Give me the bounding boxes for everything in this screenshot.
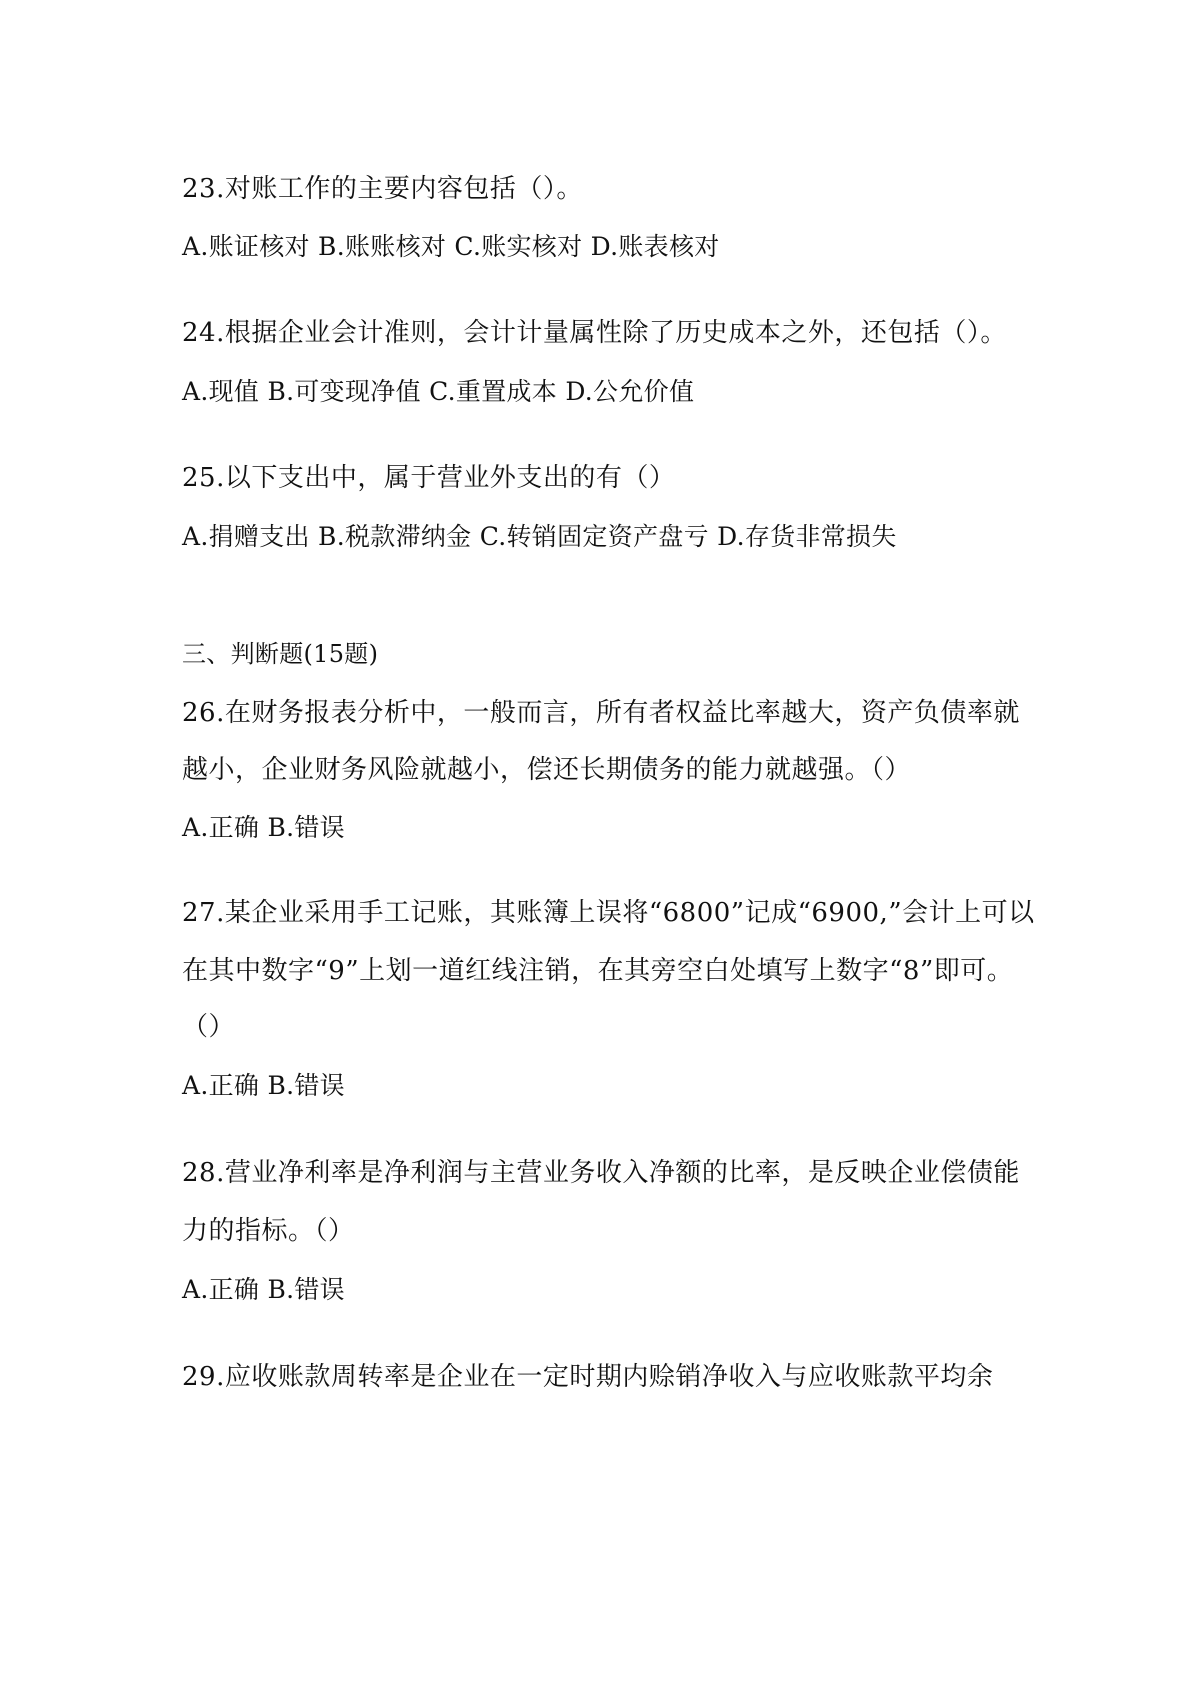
question-25-text: 25.以下支出中，属于营业外支出的有（） [182,463,676,493]
section-title: 三、判断题(15题) [182,640,379,668]
question-27-line-1: 27.某企业采用手工记账，其账簿上误将“6800”记成“6900,”会计上可以 [182,898,1035,928]
question-24-options: A.现值 B.可变现净值 C.重置成本 D.公允价值 [182,377,695,406]
question-27-line-3: （） [182,1012,236,1042]
question-28-options: A.正确 B.错误 [182,1275,345,1304]
question-27-line-2: 在其中数字“9”上划一道红线注销，在其旁空白处填写上数字“8”即可。 [182,956,1014,986]
question-28-line-2: 力的指标。（） [182,1216,355,1246]
question-26-options: A.正确 B.错误 [182,813,345,842]
question-29-line-1: 29.应收账款周转率是企业在一定时期内赊销净收入与应收账款平均余 [182,1362,994,1392]
question-25-options: A.捐赠支出 B.税款滞纳金 C.转销固定资产盘亏 D.存货非常损失 [182,522,897,551]
question-23-text: 23.对账工作的主要内容包括（）。 [182,174,583,204]
question-28-line-1: 28.营业净利率是净利润与主营业务收入净额的比率，是反映企业偿债能 [182,1158,1020,1188]
question-24-text: 24.根据企业会计准则，会计计量属性除了历史成本之外，还包括（）。 [182,318,1007,348]
question-27-options: A.正确 B.错误 [182,1071,345,1100]
question-26-line-2: 越小，企业财务风险就越小，偿还长期债务的能力就越强。（） [182,755,912,785]
question-26-line-1: 26.在财务报表分析中，一般而言，所有者权益比率越大，资产负债率就 [182,698,1020,728]
question-23-options: A.账证核对 B.账账核对 C.账实核对 D.账表核对 [182,232,720,261]
